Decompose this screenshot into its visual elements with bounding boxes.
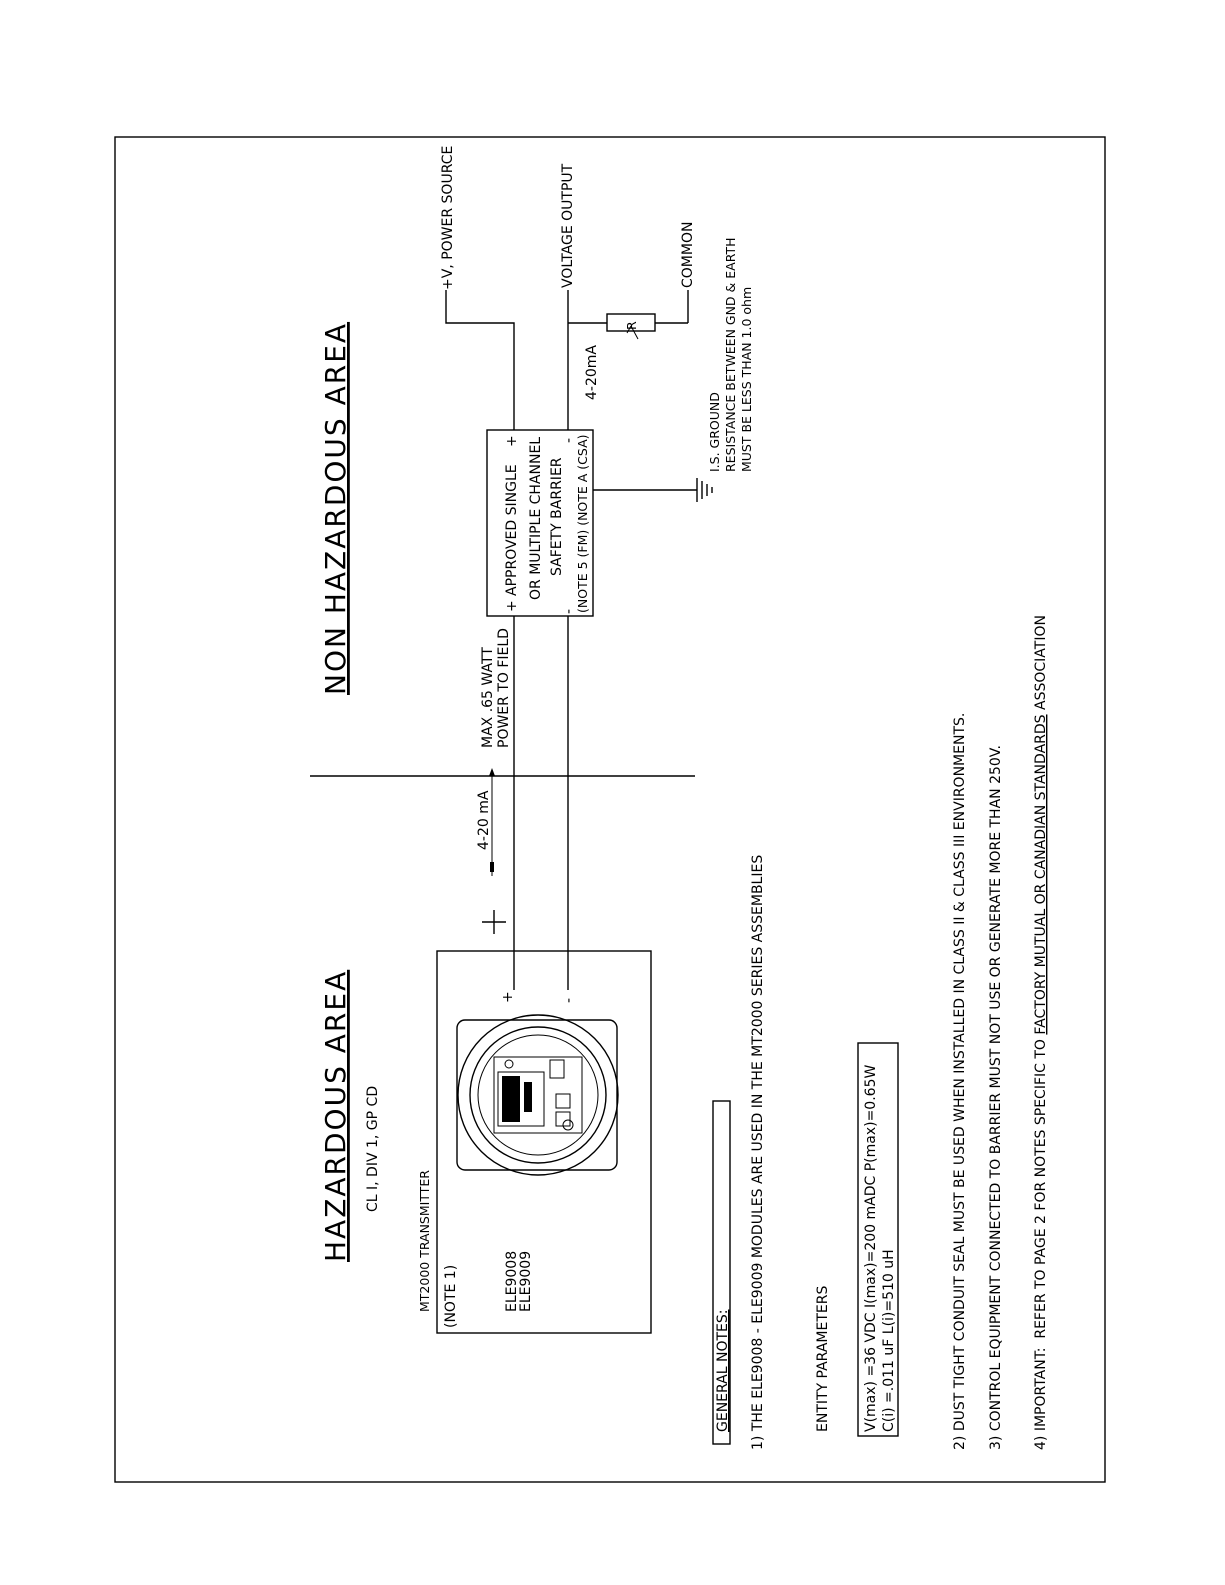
barrier-note: (NOTE 5 (FM) (NOTE A (CSA) bbox=[575, 434, 590, 613]
loop-current-label: 4-20mA bbox=[584, 345, 600, 400]
transmitter-housing-icon bbox=[457, 1015, 618, 1175]
general-note-4 bbox=[1033, 615, 1049, 1450]
transmitter-title: MT2000 TRANSMITTER bbox=[417, 1170, 432, 1312]
barrier-plus-right: + bbox=[504, 435, 520, 447]
ground-icon bbox=[697, 478, 712, 502]
general-note-4-prefix: 4) IMPORTANT: REFER TO PAGE 2 FOR NOTES SPECIFIC TO bbox=[1033, 1034, 1049, 1450]
entity-parameters-line-2: C(i) =.011 uF L(i)=510 uH bbox=[881, 1249, 897, 1432]
large-plus-sign bbox=[482, 910, 506, 934]
power-source-label: +V, POWER SOURCE bbox=[440, 145, 456, 290]
entity-parameters-line-1: V(max) =36 VDC I(max)=200 mADC P(max)=0.65W bbox=[863, 1064, 879, 1432]
barrier-minus-right: - bbox=[561, 437, 577, 443]
max-power-label-1: MAX .65 WATT bbox=[480, 647, 496, 748]
voltage-output-label: VOLTAGE OUTPUT bbox=[560, 163, 576, 288]
field-current-label: 4-20 mA bbox=[476, 790, 492, 850]
transmitter-model-2: ELE9009 bbox=[518, 1250, 534, 1312]
general-note-3: 3) CONTROL EQUIPMENT CONNECTED TO BARRIER MUST NOT USE OR GENERATE MORE THAN 250V. bbox=[988, 744, 1004, 1450]
hazardous-class-label: CL I, DIV 1, GP CD bbox=[365, 1085, 381, 1212]
ground-label-2: RESISTANCE BETWEEN GND & EARTH bbox=[723, 237, 738, 472]
safe-side-wires bbox=[446, 290, 697, 490]
hazardous-area-title: HAZARDOUS AREA bbox=[319, 969, 352, 1262]
transmitter-minus-terminal: - bbox=[561, 997, 577, 1003]
general-note-2: 2) DUST TIGHT CONDUIT SEAL MUST BE USED WHEN INSTALLED IN CLASS II & CLASS III ENVIRONMENTS. bbox=[952, 712, 968, 1450]
common-label: COMMON bbox=[680, 221, 696, 288]
ground-label-3: MUST BE LESS THAN 1.0 ohm bbox=[739, 286, 754, 472]
max-power-label-2: POWER TO FIELD bbox=[496, 628, 512, 748]
field-wires bbox=[514, 616, 568, 990]
general-notes-heading: GENERAL NOTES: bbox=[715, 1309, 731, 1432]
transmitter-note: (NOTE 1) bbox=[443, 1264, 459, 1328]
transmitter-model-1: ELE9008 bbox=[504, 1250, 520, 1312]
barrier-plus-left: + bbox=[504, 600, 520, 612]
barrier-line2: OR MULTIPLE CHANNEL bbox=[528, 436, 544, 600]
barrier-line1: APPROVED SINGLE bbox=[504, 464, 520, 596]
transmitter-plus-terminal: + bbox=[500, 991, 516, 1003]
transmitter-box bbox=[437, 951, 651, 1333]
non-hazardous-area-title: NON HAZARDOUS AREA bbox=[319, 321, 352, 695]
entity-parameters-heading: ENTITY PARAMETERS bbox=[815, 1285, 831, 1432]
barrier-line3: SAFETY BARRIER bbox=[549, 457, 565, 576]
general-note-1: 1) THE ELE9008 - ELE9009 MODULES ARE USED IN THE MT2000 SERIES ASSEMBLIES bbox=[750, 854, 766, 1450]
general-note-4-suffix: ASSOCIATION bbox=[1033, 615, 1049, 715]
ground-label-1: I.S. GROUND bbox=[707, 392, 722, 472]
barrier-minus-left: - bbox=[561, 608, 577, 614]
general-note-4-standards: FACTORY MUTUAL OR CANADIAN STANDARDS bbox=[1033, 714, 1049, 1035]
resistor-label: R bbox=[624, 321, 639, 330]
